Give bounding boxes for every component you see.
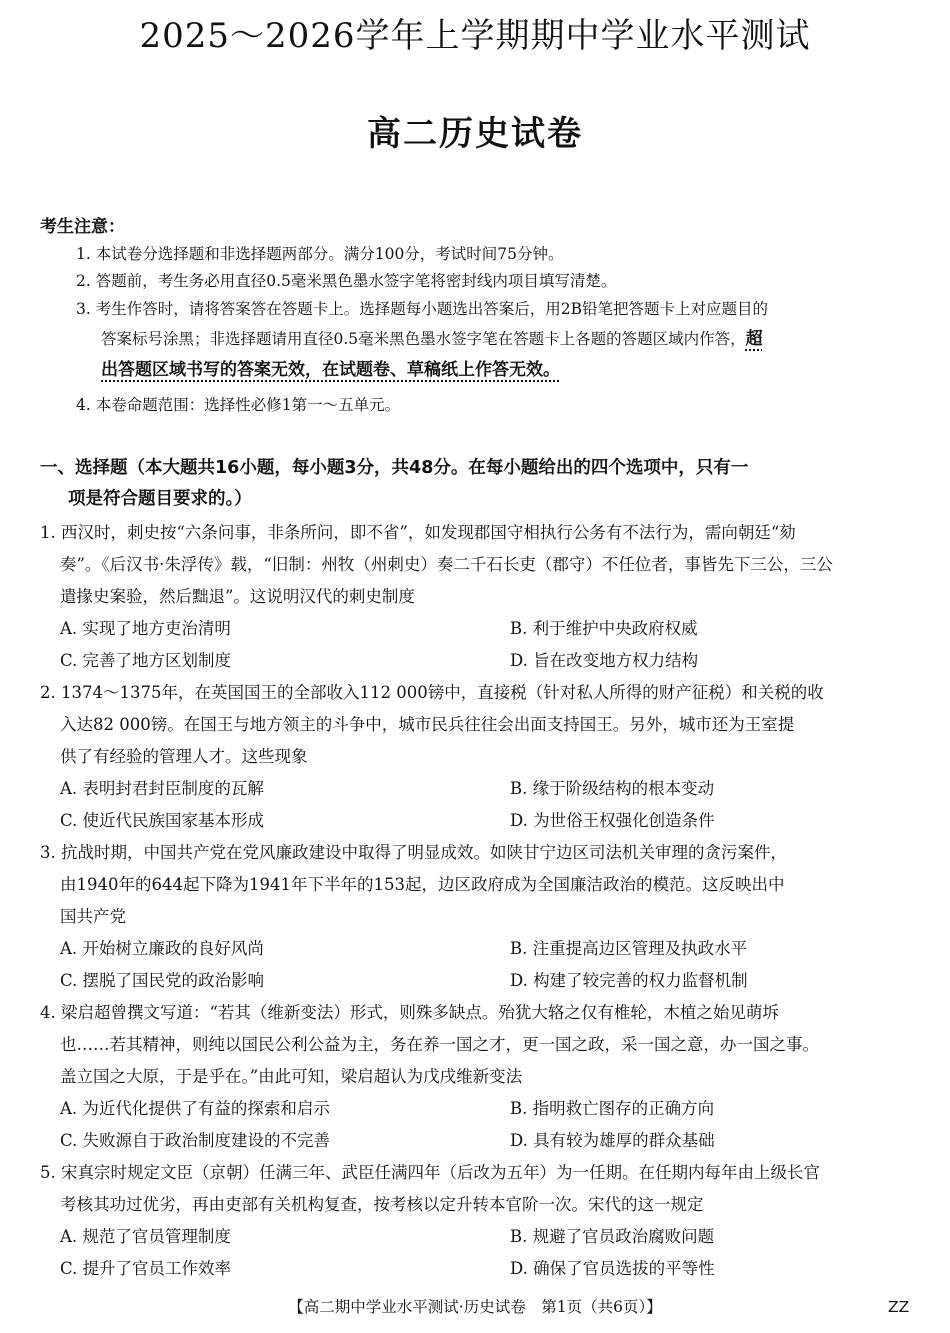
notice-item-3-emphasis-start: 超 (745, 329, 763, 349)
question-2-line-2: 入达82 000镑。在国王与地方领主的斗争中，城市民兵往往会出面支持国王。另外，城市还为王室提 (60, 715, 795, 734)
question-2-line-3: 供了有经验的管理人才。这些现象 (60, 747, 308, 766)
section-heading: 一、选择题（本大题共16小题，每小题3分，共48分。在每小题给出的四个选项中，只有一 (40, 458, 749, 478)
notice-heading: 考生注意： (40, 217, 125, 237)
question-5-option-c: C. 提升了官员工作效率 (60, 1259, 232, 1278)
question-1-option-d: D. 旨在改变地方权力结构 (510, 651, 699, 670)
question-3-line-3: 国共产党 (60, 907, 126, 926)
notice-item-1: 1. 本试卷分选择题和非选择题两部分。满分100分，考试时间75分钟。 (76, 245, 564, 263)
page-footer: 【高二期中学业水平测试·历史试卷 第1页（共6页）】 (288, 1298, 662, 1316)
notice-item-3: 3. 考生作答时，请将答案答在答题卡上。选择题每小题选出答案后，用2B铅笔把答题卡上对应题目的 (76, 300, 768, 318)
question-1-line-2: 奏”。《后汉书·朱浮传》载，“旧制：州牧（州刺史）奏二千石长吏（郡守）不任位者，事皆先下三公，三公 (60, 555, 833, 574)
question-3-line-2: 由1940年的644起下降为1941年下半年的153起，边区政府成为全国廉洁政治的模范。这反映出中 (60, 875, 785, 894)
notice-item-3-plain: 答案标号涂黑；非选择题请用直径0.5毫米黑色墨水签字笔在答题卡上各题的答题区域内作答， (101, 330, 746, 348)
question-2-option-b: B. 缘于阶级结构的根本变动 (510, 779, 715, 798)
question-1-line-3: 遣掾史案验，然后黜退”。这说明汉代的刺史制度 (60, 587, 415, 606)
question-4-line-1: 4. 梁启超曾撰文写道：“若其（维新变法）形式，则殊多缺点。殆犹大辂之仅有椎轮，木植之始见萌坼 (40, 1003, 779, 1022)
question-5-option-d: D. 确保了官员选拔的平等性 (510, 1259, 715, 1278)
question-2-option-d: D. 为世俗王权强化创造条件 (510, 811, 715, 830)
notice-item-3-emphasis (101, 357, 921, 384)
question-5-line-1: 5. 宋真宗时规定文臣（京朝）任满三年、武臣任满四年（后改为五年）为一任期。在任期内每年由上级长官 (40, 1163, 820, 1182)
question-4-option-c: C. 失败源自于政治制度建设的不完善 (60, 1131, 331, 1150)
question-4-line-3: 盖立国之大原，于是乎在。”由此可知，梁启超认为戊戌维新变法 (60, 1067, 523, 1086)
notice-item-2: 2. 答题前，考生务必用直径0.5毫米黑色墨水签字笔将密封线内项目填写清楚。 (76, 272, 617, 290)
question-3-option-a: A. 开始树立廉政的良好风尚 (60, 939, 264, 958)
notice-item-3-emphasis-text: 出答题区域书写的答案无效，在试题卷、草稿纸上作答无效。 (101, 360, 560, 380)
question-3-option-c: C. 摆脱了国民党的政治影响 (60, 971, 265, 990)
question-1-option-a: A. 实现了地方吏治清明 (60, 619, 231, 638)
question-2-line-1: 2. 1374～1375年，在英国国王的全部收入112 000镑中，直接税（针对私人所得的财产征税）和关税的收 (40, 683, 824, 702)
question-1-line-1: 1. 西汉时，刺史按“六条问事，非条所问，即不省”，如发现郡国守相执行公务有不法行为，需向朝廷“劾 (40, 523, 796, 542)
question-1-option-b: B. 利于维护中央政府权威 (510, 619, 698, 638)
question-5-line-2: 考核其功过优劣，再由吏部有关机构复查，按考核以定升转本官阶一次。宋代的这一规定 (60, 1195, 704, 1214)
question-4-option-a: A. 为近代化提供了有益的探索和启示 (60, 1099, 330, 1118)
question-1-option-c: C. 完善了地方区划制度 (60, 651, 232, 670)
notice-item-3-cont (101, 326, 921, 353)
question-3-option-d: D. 构建了较完善的权力监督机制 (510, 971, 748, 990)
question-2-option-a: A. 表明封君封臣制度的瓦解 (60, 779, 264, 798)
exam-title: 2025～2026学年上学期期中学业水平测试 (139, 16, 811, 56)
question-5-option-b: B. 规避了官员政治腐败问题 (510, 1227, 715, 1246)
question-4-line-2: 也……若其精神，则纯以国民公利公益为主，务在养一国之才，更一国之政，采一国之意，办一国之事。 (60, 1035, 819, 1054)
question-3-option-b: B. 注重提高边区管理及执政水平 (510, 939, 748, 958)
question-4-option-b: B. 指明救亡图存的正确方向 (510, 1099, 715, 1118)
question-2-option-c: C. 使近代民族国家基本形成 (60, 811, 265, 830)
notice-item-4: 4. 本卷命题范围：选择性必修1第一～五单元。 (76, 396, 401, 414)
exam-subtitle: 高二历史试卷 (367, 114, 583, 154)
footer-code: ZZ (888, 1298, 910, 1316)
question-4-option-d: D. 具有较为雄厚的群众基础 (510, 1131, 715, 1150)
question-5-option-a: A. 规范了官员管理制度 (60, 1227, 231, 1246)
question-3-line-1: 3. 抗战时期，中国共产党在党风廉政建设中取得了明显成效。如陕甘宁边区司法机关审理的贪污案件， (40, 843, 787, 862)
section-heading-cont: 项是符合题目要求的。） (68, 489, 252, 509)
